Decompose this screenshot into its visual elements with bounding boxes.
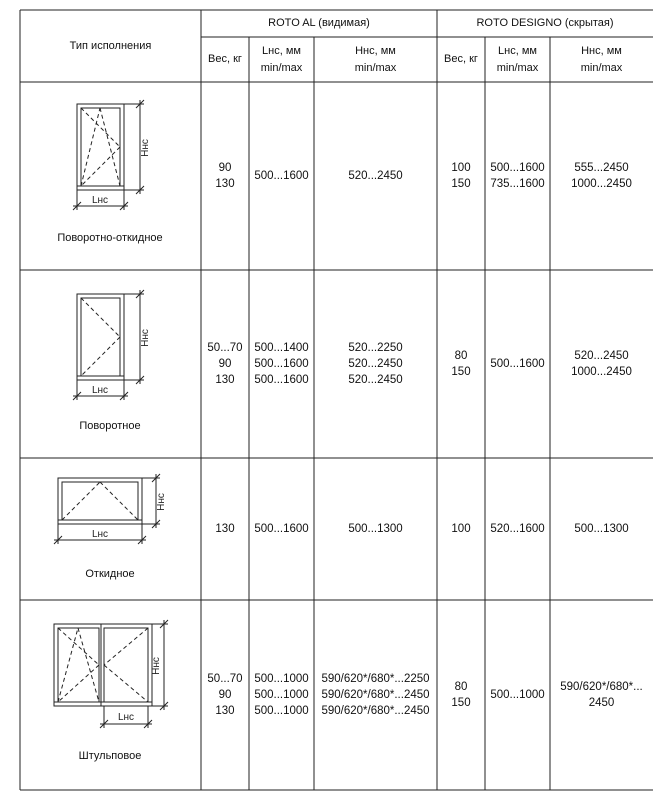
row4-ds-lnc: 500...1000 bbox=[490, 689, 545, 701]
row4-ds-hnc: 590/620*/680*... 2450 bbox=[560, 681, 643, 709]
header-group-roto-designo: ROTO DESIGNO (скрытая) bbox=[476, 17, 614, 29]
row1-al-lnc: 500...1600 bbox=[254, 170, 309, 182]
row3-al-hnc: 500...1300 bbox=[348, 523, 403, 535]
tilt-window-drawing bbox=[52, 472, 172, 552]
header-ds-lnc: Lнс, мм min/max bbox=[496, 44, 539, 74]
row2-ds-hnc: 520...2450 1000...2450 bbox=[571, 350, 632, 378]
row2-al-weight: 50...70 90 130 bbox=[207, 342, 243, 386]
h-dim-label: Hнс bbox=[140, 139, 151, 157]
row4-al-lnc: 500...1000 500...1000 500...1000 bbox=[254, 673, 309, 717]
row4-ds-weight: 80 150 bbox=[451, 681, 471, 709]
row1-al-weight: 90 130 bbox=[215, 162, 235, 190]
row1-ds-lnc: 500...1600 735...1600 bbox=[490, 162, 545, 190]
header-ds-weight: Вес, кг bbox=[444, 53, 478, 65]
row2-ds-weight: 80 150 bbox=[451, 350, 471, 378]
h-dim-label: Hнс bbox=[151, 657, 162, 675]
row3-ds-hnc: 500...1300 bbox=[574, 523, 629, 535]
l-dim-label: Lнс bbox=[117, 712, 135, 723]
row2-ds-lnc: 500...1600 bbox=[490, 358, 545, 370]
type-label-tilt-turn: Поворотно-откидное bbox=[57, 232, 163, 244]
row2-al-hnc: 520...2250 520...2450 520...2450 bbox=[348, 342, 403, 386]
double-sash-window-drawing bbox=[48, 616, 173, 732]
row3-al-lnc: 500...1600 bbox=[254, 523, 309, 535]
row4-al-weight: 50...70 90 130 bbox=[207, 673, 243, 717]
type-label-double-sash: Штульповое bbox=[78, 750, 142, 762]
type-label-turn: Поворотное bbox=[79, 420, 141, 432]
row3-ds-lnc: 520...1600 bbox=[490, 523, 545, 535]
turn-window-drawing bbox=[70, 286, 160, 404]
row2-al-lnc: 500...1400 500...1600 500...1600 bbox=[254, 342, 309, 386]
row1-ds-weight: 100 150 bbox=[451, 162, 471, 190]
header-ds-hnc: Hнс, мм min/max bbox=[580, 44, 623, 74]
row3-ds-weight: 100 bbox=[451, 523, 471, 535]
row3-al-weight: 130 bbox=[215, 523, 235, 535]
row1-ds-hnc: 555...2450 1000...2450 bbox=[571, 162, 632, 190]
tilt-turn-window-drawing bbox=[70, 96, 160, 214]
l-dim-label: Lнс bbox=[91, 385, 109, 396]
header-type: Тип исполнения bbox=[69, 39, 152, 52]
header-al-hnc: Hнс, мм min/max bbox=[354, 44, 397, 74]
h-dim-label: Hнс bbox=[156, 493, 167, 511]
row1-al-hnc: 520...2450 bbox=[348, 170, 403, 182]
header-al-lnc: Lнс, мм min/max bbox=[260, 44, 303, 74]
l-dim-label: Lнс bbox=[91, 195, 109, 206]
type-label-tilt: Откидное bbox=[85, 568, 135, 580]
header-group-roto-al: ROTO AL (видимая) bbox=[268, 17, 370, 29]
l-dim-label: Lнс bbox=[91, 529, 109, 540]
h-dim-label: Hнс bbox=[140, 329, 151, 347]
row4-al-hnc: 590/620*/680*...2250 590/620*/680*...2450 590/620*/680*...2450 bbox=[321, 673, 430, 717]
header-al-weight: Вес, кг bbox=[208, 53, 242, 65]
